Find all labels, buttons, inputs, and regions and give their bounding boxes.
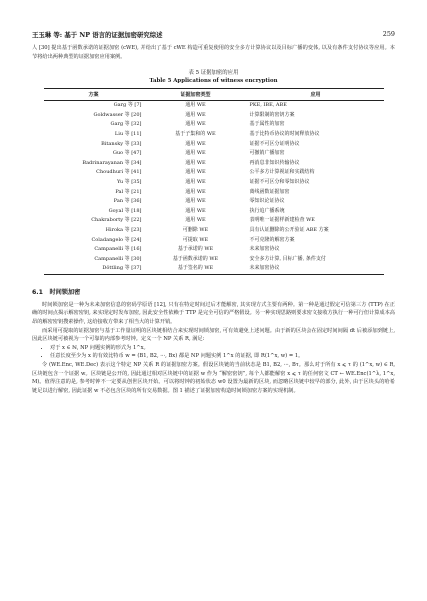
running-head-title: 王玉琳 等: 基于 NP 语言的证据加密研究综述 [32, 31, 163, 39]
table-cell: Coladangelo 等 [24] [91, 236, 142, 243]
table-cell: Pal 等 [21] [115, 188, 142, 195]
table-cell: 计算限制的密钥方案 [249, 111, 295, 118]
definition-item: • 对于 x ∈ ℕ, NP 问题实例的形式为 1^x。 [50, 344, 395, 353]
table-cell: 执行追广播系统 [249, 207, 285, 214]
table-cell: 基于签名的 WE [144, 264, 248, 274]
page-number: 259 [382, 30, 395, 38]
table-cell: Guo 等 [47] [112, 150, 142, 157]
table-cell: Campanelli 等 [30] [94, 255, 142, 262]
table-cell: Garg 等 [7] [113, 102, 142, 109]
table-cell: 公平多方计算视证和实践结构 [249, 169, 315, 176]
table-caption-zh: 表 5 证据加密的应用 [188, 70, 239, 77]
applications-table [44, 88, 384, 275]
table-caption [32, 69, 395, 85]
definition-item: • 任意长度至少为 x 的有效比特币 w = (B1, B2, ···, Bx) 都是 NP 问题实例 1^x 的证据, 即 R(1^x, w) = 1。 [50, 352, 395, 361]
table-cell: Campanelli 等 [16] [94, 246, 142, 253]
table-cell: 通用 WE [185, 140, 206, 147]
column-header: 证据加密类型 [144, 89, 248, 101]
paragraph: 而采用可提取的证据加密与基于工作量证明的区块链相结合来实现时间锁加密, 可有效避免上述问题。由于新的区块会在固定时间间隔 dt 后被添加到链上, 因此区块链可被视为一个可靠的内部参考时钟。定义一个 NP 关系 R, 满足: [32, 327, 395, 343]
table-cell: Bitansky 等 [33] [101, 140, 142, 147]
section-title: 时间锁加密 [49, 288, 81, 296]
table-cell: 通用 WE [185, 198, 206, 205]
table-cell: 可提取 WE [182, 236, 209, 243]
running-head [32, 30, 395, 44]
table-cell: 基于比特币协议的时间释放协议 [249, 130, 320, 137]
table-cell: 零知识论证协议 [249, 198, 285, 205]
table-cell: 基于子集和的 WE [175, 130, 216, 137]
table-cell: Goldwasser 等 [20] [93, 111, 142, 118]
table-cell: 可撤销广播加密 [249, 150, 285, 157]
table-row [44, 188, 384, 198]
table-body [44, 101, 384, 275]
table-cell: 通用 WE [185, 207, 206, 214]
table-cell: 基于承诺的 WE [177, 246, 214, 253]
table-row [44, 197, 384, 207]
intro-paragraph: 人 [30] 提出基于函数承诺的证据加密 (cWE), 并给出了基于 cWE 构造可重复使用的安全多方计算协议以及目标广播的变体, 以及有条件支付协议等应用。本节将给出两种典型的证据加密应用案例。 [32, 45, 395, 60]
table-row [44, 101, 384, 111]
table-row [44, 140, 384, 150]
table-cell: 安全多方计算, 目标广播, 条件支付 [249, 255, 326, 262]
table-cell: 离线函数证据加密 [249, 188, 290, 195]
table-cell: 通用 WE [185, 178, 206, 185]
table-row [44, 236, 384, 246]
table-cell: 通用 WE [185, 159, 206, 166]
table-row [44, 207, 384, 217]
table-row [44, 149, 384, 159]
table-cell: 通用 WE [185, 121, 206, 128]
table-cell: 证据不可区分证明协议 [249, 140, 300, 147]
table-cell: Yu 等 [35] [116, 178, 142, 185]
table-cell: 未来加密协议 [249, 246, 280, 253]
table-cell: 基于属性的加密 [249, 121, 285, 128]
table-row [44, 130, 384, 140]
table-cell: Choudhuri 等 [41] [96, 169, 142, 176]
table-row [44, 178, 384, 188]
table-cell: 通用 WE [185, 102, 206, 109]
table-cell: Liu 等 [11] [114, 130, 142, 137]
table-caption-en: Table 5 Applications of witness encryption [149, 78, 278, 85]
section-number: 6.1 [32, 288, 43, 296]
section-heading [32, 287, 395, 296]
table-cell: 再消息非知识传输协议 [249, 159, 300, 166]
table-cell: 通用 WE [185, 217, 206, 224]
definition-list [32, 344, 395, 361]
table-row [44, 226, 384, 236]
table-row [44, 216, 384, 226]
table-row [44, 111, 384, 121]
table-cell: 通用 WE [185, 150, 206, 157]
column-header: 方案 [44, 89, 144, 101]
table-cell: Badrinarayanan 等 [34] [82, 159, 142, 166]
table-cell: 证据不可区分和零知识协议 [249, 178, 310, 185]
table-cell: 可删除 WE [182, 226, 209, 233]
table-cell: Goyal 等 [18] [108, 207, 142, 214]
table-row [44, 264, 384, 274]
table-cell: 未来加密协议 [248, 264, 384, 274]
table-cell: 具有认证删除的公开验证 ABE 方案 [249, 226, 329, 233]
column-header: 应用 [248, 89, 384, 101]
table-cell: PKE, IBE, ABE [249, 102, 287, 109]
paragraph: 令 (WE.Enc, WE.Dec) 表示这个特定 NP 关系 R 的证据加密方案。假设区块链的当前状态是 B1, B2, ···, Bτ。那么对于所有 x ⩽ τ 的 (1^x, w) ∈ R, 区块链包含一个证据 w。区块链是公开的, 因此通过相对区块链中的证据 w 作为 “解密密钥”, 每个人都能解密 x ⩽ τ 的任何密文 CT ← WE.Enc(1^λ, 1^x, M)。值得注意的是, 参考时钟不一定要从创世区块开始。可以将时钟的初始状态 w0 设置为最新的区块, 而忽略区块链中较早的部分, 此外, 由于区块头的哈希链足以进行解密, 因此证据 w 不必包含区块的所有交易数据。图 1 描述了证据加密构造时间锁加密方案的实现机制。 [32, 362, 395, 394]
table-cell: Garg 等 [32] [110, 121, 142, 128]
table-cell: 基于函数承诺的 WE [172, 255, 219, 262]
paragraph: 时间锁加密是一种为未来加密信息的密码学原语 [12], 只有在特定时间过后才能解密, 其实现方式主要有两种。第一种是通过假定可信第三方 (TTP) 在正确的时间点揭示解密密钥, 来实现定时发布加密, 因此安全性依赖于 TTP 是完全可信的严格假设。另一种实现思路则要求密文接收方执行一种可行但计算成本高昂的解密密钥搜索操作, 这给接收方带来了相当大的计算开销。 [32, 301, 395, 326]
table-row [44, 159, 384, 169]
table-cell: 通用 WE [185, 188, 206, 195]
table-row [44, 120, 384, 130]
table-header-row [44, 89, 384, 101]
table-row [44, 168, 384, 178]
table-cell: 通用 WE [185, 111, 206, 118]
table-cell: 表明唯一证据样新建检查 WE [249, 217, 315, 224]
table-row [44, 255, 384, 265]
table-cell: 不可克隆的解密方案 [249, 236, 295, 243]
table-row [44, 245, 384, 255]
table-cell: 通用 WE [185, 169, 206, 176]
table-cell: Döttling 等 [37] [44, 264, 144, 274]
table-cell: Chakraborty 等 [22] [91, 217, 142, 224]
table-cell: Hiroka 等 [23] [105, 226, 142, 233]
table-cell: Pan 等 [36] [113, 198, 142, 205]
